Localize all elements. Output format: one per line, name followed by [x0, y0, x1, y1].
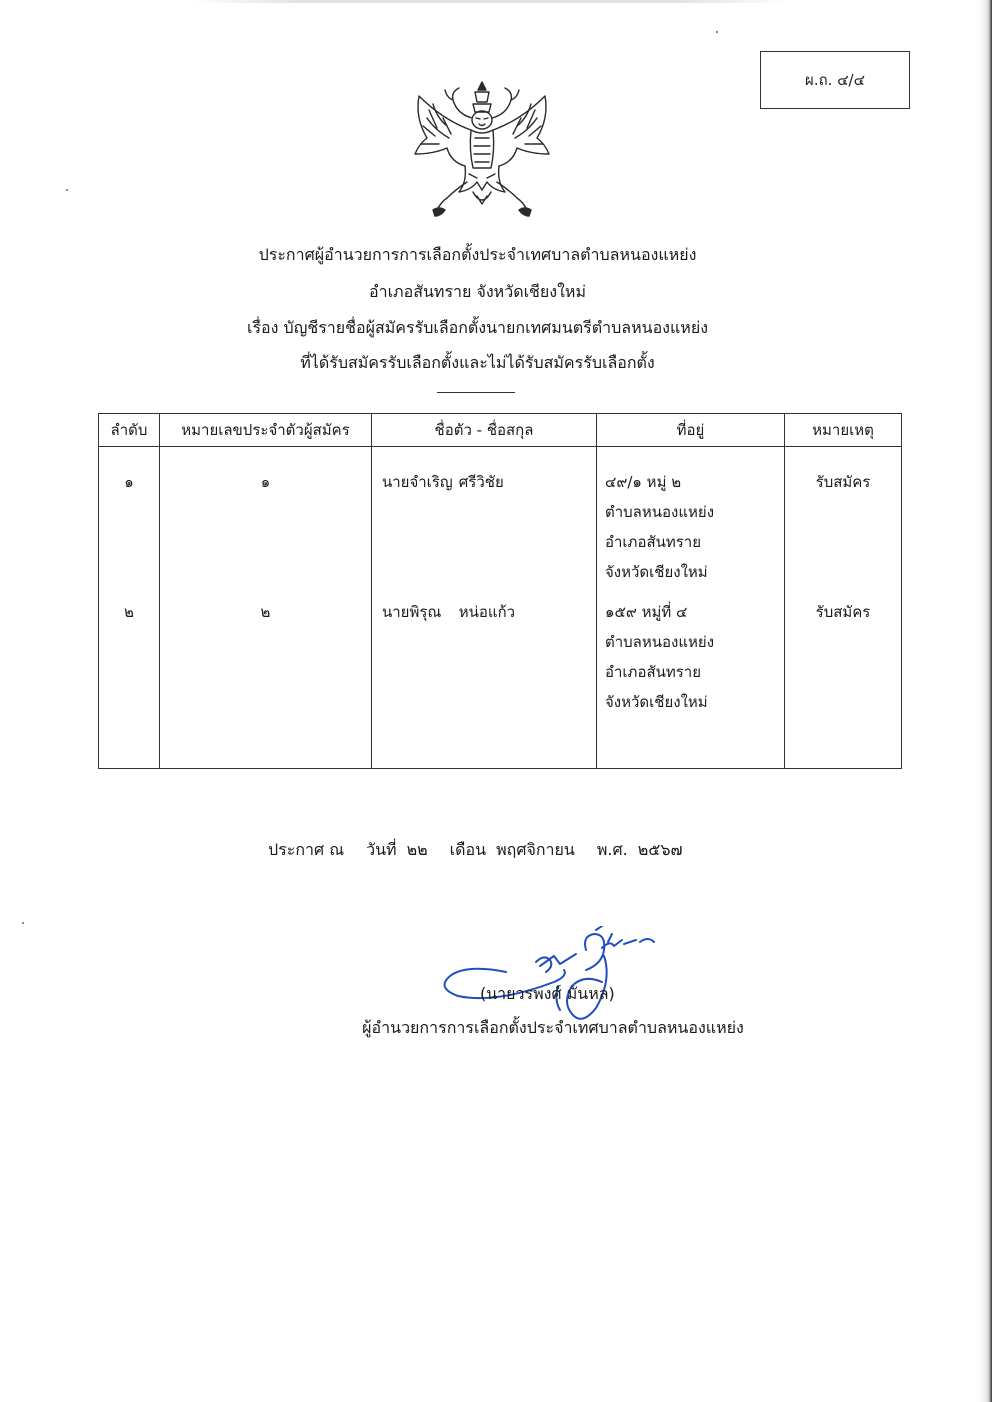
order-value: ๑: [124, 473, 134, 491]
table-row: [99, 447, 902, 598]
heading-divider: [437, 392, 515, 393]
address-line: อำเภอสันทราย: [605, 663, 702, 681]
scan-top-edge: [190, 0, 790, 3]
candidate-table: [98, 413, 902, 769]
cell-order: [99, 597, 160, 769]
announcement-heading-line2: อำเภอสันทราย จังหวัดเชียงใหม่: [368, 282, 587, 301]
address-line: ตำบลหนองแหย่ง: [605, 503, 715, 521]
date-year: ๒๕๖๗: [637, 840, 683, 859]
candidate-number-value: ๒: [260, 603, 271, 621]
date-year-label: พ.ศ.: [596, 840, 628, 859]
date-month-label: เดือน: [449, 840, 487, 859]
announcement-date: [268, 838, 693, 863]
remark-value: รับสมัคร: [815, 473, 871, 491]
table-header-row: [99, 414, 902, 447]
form-code-box: [760, 51, 910, 109]
announcement-subject-line: เรื่อง บัญชีรายชื่อผู้สมัครรับเลือกตั้งนายกเทศมนตรีตำบลหนองแหย่ง: [246, 318, 709, 337]
candidate-name: [382, 467, 596, 497]
candidate-first-name: นายจำเริญ: [382, 473, 453, 491]
signer-name: (นายวรพงศ์ มันหล): [480, 984, 615, 1003]
address-line: ๔๙/๑ หมู่ ๒: [605, 473, 682, 491]
order-value: ๒: [124, 603, 134, 621]
table-row: [99, 597, 902, 769]
scan-right-edge: [978, 0, 992, 1402]
remark-value: รับสมัคร: [815, 603, 871, 621]
address-line: ๑๕๙ หมู่ที่ ๔: [605, 603, 688, 621]
cell-order: [99, 447, 160, 598]
column-header-order: ลำดับ: [99, 414, 160, 447]
date-prefix: ประกาศ ณ: [268, 840, 345, 859]
scan-speck: [716, 31, 718, 33]
column-header-name: ชื่อตัว - ชื่อสกุล: [372, 414, 597, 447]
address-line: จังหวัดเชียงใหม่: [605, 693, 708, 711]
address-line: อำเภอสันทราย: [605, 533, 702, 551]
form-code-label: ผ.ถ. ๔/๔: [805, 71, 865, 89]
candidate-first-name: นายพิรุณ: [382, 603, 442, 621]
cell-address: [597, 597, 785, 769]
date-day: ๒๒: [406, 840, 428, 859]
candidate-name: [382, 597, 596, 627]
announcement-subject-line2: ที่ได้รับสมัครรับเลือกตั้งและไม่ได้รับสมัครรับเลือกตั้ง: [300, 353, 655, 372]
garuda-emblem-icon: [407, 78, 557, 220]
cell-name: [372, 447, 597, 598]
announcement-heading-line1: ประกาศผู้อำนวยการการเลือกตั้งประจำเทศบาลตำบลหนองแหย่ง: [258, 245, 697, 264]
date-month: พฤศจิกายน: [496, 840, 575, 859]
cell-remark: [785, 597, 902, 769]
cell-name: [372, 597, 597, 769]
signer-position: ผู้อำนวยการการเลือกตั้งประจำเทศบาลตำบลหนองแหย่ง: [362, 1018, 744, 1037]
column-header-address: ที่อยู่: [597, 414, 785, 447]
column-header-candidate-number: หมายเลขประจำตัวผู้สมัคร: [160, 414, 372, 447]
address-line: จังหวัดเชียงใหม่: [605, 563, 708, 581]
cell-address: [597, 447, 785, 598]
scan-speck: [22, 922, 24, 924]
cell-remark: [785, 447, 902, 598]
cell-candidate-number: [160, 447, 372, 598]
date-day-label: วันที่: [366, 840, 397, 859]
candidate-last-name: ศรีวิชัย: [458, 473, 504, 491]
cell-candidate-number: [160, 597, 372, 769]
scan-speck: [66, 189, 68, 191]
candidate-last-name: หน่อแก้ว: [458, 603, 516, 621]
column-header-remark: หมายเหตุ: [785, 414, 902, 447]
candidate-number-value: ๑: [260, 473, 271, 491]
address-line: ตำบลหนองแหย่ง: [605, 633, 715, 651]
